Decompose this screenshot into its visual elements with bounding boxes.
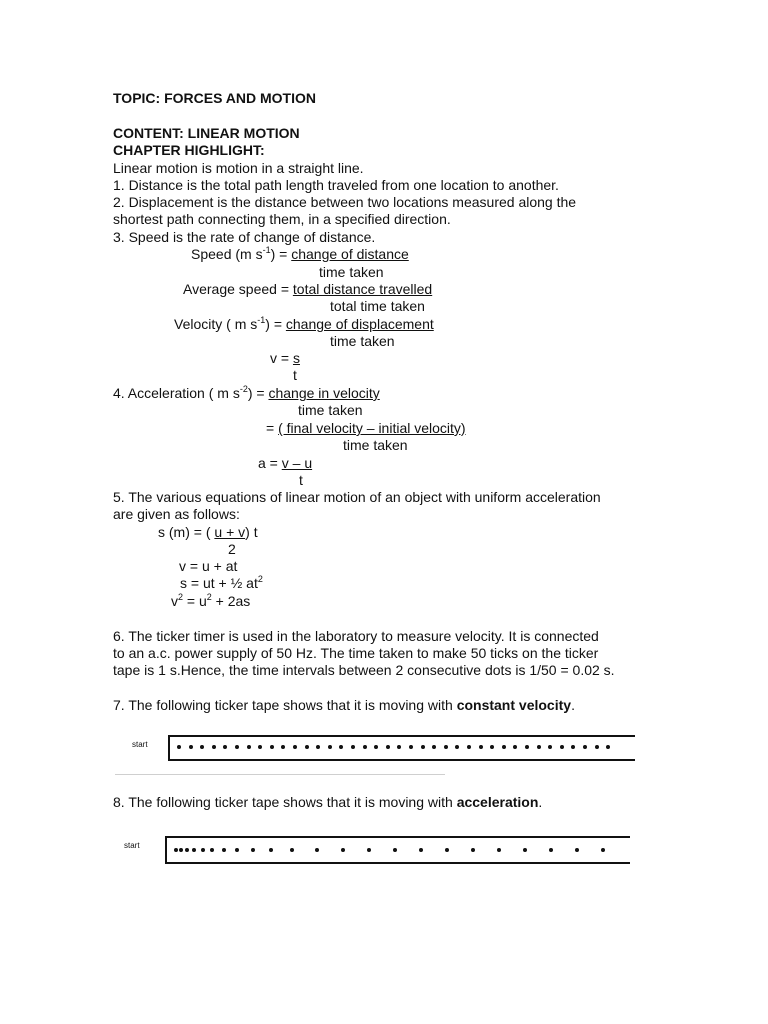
tape-2-dot	[575, 848, 579, 852]
speed-formula	[191, 246, 409, 263]
tape-1-dot	[270, 745, 274, 749]
tape-2-bottom-edge	[165, 862, 630, 864]
speed-numerator: change of distance	[291, 246, 409, 262]
average-speed-denominator: total time taken	[330, 298, 425, 314]
intro-text: Linear motion is motion in a straight line.	[113, 160, 364, 176]
tape-1-dot	[177, 745, 181, 749]
tape-1-dot	[316, 745, 320, 749]
tape-1-dot	[409, 745, 413, 749]
point-8-text: 8. The following ticker tape shows that it is moving with	[113, 794, 457, 810]
tape-1-dot	[421, 745, 425, 749]
tape-1-dot	[606, 745, 610, 749]
point-6-line-3: tape is 1 s.Hence, the time intervals between 2 consecutive dots is 1/50 = 0.02 s.	[113, 662, 615, 678]
tape-2-dot	[185, 848, 189, 852]
velocity-numerator: change of displacement	[285, 316, 434, 332]
a-equals-formula	[258, 455, 312, 472]
a-denominator: t	[299, 472, 303, 488]
tape-1-dot	[363, 745, 367, 749]
tape-2-start-label: start	[124, 841, 140, 850]
tape-2-dot	[497, 848, 501, 852]
point-7-text: 7. The following ticker tape shows that it is moving with	[113, 697, 457, 713]
tape-2-dot	[393, 848, 397, 852]
point-3: 3. Speed is the rate of change of distance.	[113, 229, 376, 245]
eq-v2-exp1: 2	[178, 592, 184, 602]
v-equals-s-over-t	[270, 350, 300, 367]
tape-1-dot	[560, 745, 564, 749]
eq-v2-a: v	[171, 593, 178, 609]
tape-2-dot	[210, 848, 214, 852]
tape-1-start-label: start	[132, 740, 148, 749]
velocity-equals: ) =	[265, 316, 286, 332]
speed-lhs: Speed (m s	[191, 246, 263, 262]
acceleration-exponent: -2	[239, 384, 248, 394]
point-6-line-1: 6. The ticker timer is used in the laboratory to measure velocity. It is connected	[113, 628, 599, 644]
equation-v-u-at: v = u + at	[179, 558, 238, 574]
tape-2-dot	[235, 848, 239, 852]
equation-s-average	[158, 524, 258, 541]
topic-heading: TOPIC: FORCES AND MOTION	[113, 90, 316, 106]
tape-1-dot	[200, 745, 204, 749]
tape-1-start-edge	[168, 735, 170, 761]
tape-1-dot	[189, 745, 193, 749]
point-7	[113, 697, 575, 714]
tape-1-dot	[467, 745, 471, 749]
eq-s-denominator: 2	[228, 541, 236, 557]
tape-1-dot	[432, 745, 436, 749]
point-2-line-2: shortest path connecting them, in a specified direction.	[113, 211, 451, 227]
eq-v2-b: = u	[183, 593, 207, 609]
v-numerator: s	[292, 350, 300, 366]
speed-denominator: time taken	[319, 264, 384, 280]
velocity-formula	[174, 316, 434, 333]
tape-2-dot	[445, 848, 449, 852]
tape-2-dot	[179, 848, 183, 852]
tape-1-dot	[525, 745, 529, 749]
tape-1-dot	[305, 745, 309, 749]
tape-2-dot	[549, 848, 553, 852]
ticker-tape-acceleration	[120, 832, 630, 872]
tape-1-dot	[247, 745, 251, 749]
tape-2-dot	[419, 848, 423, 852]
tape-1-dot	[351, 745, 355, 749]
acceleration-formula-2	[266, 420, 466, 437]
tape-1-dot	[386, 745, 390, 749]
tape-1-top-edge	[168, 735, 635, 737]
content-heading: CONTENT: LINEAR MOTION	[113, 125, 300, 141]
equation-s-ut	[180, 575, 263, 592]
equation-v-squared	[171, 593, 250, 610]
tape-1-dot	[571, 745, 575, 749]
tape-2-dot	[192, 848, 196, 852]
eq-s-numerator: u + v	[214, 524, 246, 540]
acceleration-equals: ) =	[247, 385, 269, 401]
average-speed-numerator: total distance travelled	[292, 281, 433, 297]
point-8-period: .	[538, 794, 543, 810]
tape-1-dot	[339, 745, 343, 749]
speed-exponent: -1	[262, 245, 271, 255]
tape-1-dot	[479, 745, 483, 749]
ticker-tape-constant-velocity	[115, 730, 635, 770]
velocity-lhs: Velocity ( m s	[174, 316, 258, 332]
eq-v2-exp2: 2	[206, 592, 212, 602]
tape-2-dot	[251, 848, 255, 852]
eq-s2-exponent: 2	[257, 574, 263, 584]
chapter-highlight-heading: CHAPTER HIGHLIGHT:	[113, 142, 265, 158]
v-denominator: t	[293, 367, 297, 383]
average-speed-lhs: Average speed =	[183, 281, 293, 297]
acceleration-2-denominator: time taken	[343, 437, 408, 453]
tape-2-dot	[601, 848, 605, 852]
point-2-line-1: 2. Displacement is the distance between two locations measured along the	[113, 194, 577, 210]
acceleration-numerator: change in velocity	[268, 385, 380, 401]
point-7-bold: constant velocity	[456, 697, 572, 713]
eq-s-lhs: s (m) = (	[158, 524, 215, 540]
point-1: 1. Distance is the total path length traveled from one location to another.	[113, 177, 559, 193]
acceleration-2-numerator: ( final velocity – initial velocity)	[278, 420, 466, 436]
a-numerator: v – u	[281, 455, 313, 471]
eq-v2-c: + 2as	[211, 593, 251, 609]
tape-1-dot	[281, 745, 285, 749]
point-8	[113, 794, 542, 811]
acceleration-2-lhs: =	[266, 420, 279, 436]
point-7-period: .	[571, 697, 575, 713]
average-speed-formula	[183, 281, 432, 298]
tape-2-dot	[290, 848, 294, 852]
tape-2-start-edge	[165, 836, 167, 864]
tape-2-dot	[174, 848, 178, 852]
point-4-acceleration	[113, 385, 380, 402]
tape-2-dot	[222, 848, 226, 852]
tape-1-faint-line	[115, 774, 445, 775]
tape-2-dot	[269, 848, 273, 852]
tape-2-dot	[523, 848, 527, 852]
tape-1-dot	[258, 745, 262, 749]
tape-2-dot	[315, 848, 319, 852]
velocity-exponent: -1	[257, 315, 266, 325]
tape-2-dot	[471, 848, 475, 852]
acceleration-denominator: time taken	[298, 402, 363, 418]
tape-1-dot	[490, 745, 494, 749]
tape-2-top-edge	[165, 836, 630, 838]
tape-1-dot	[513, 745, 517, 749]
tape-1-dot	[397, 745, 401, 749]
tape-1-bottom-edge	[168, 759, 635, 761]
a-lhs: a =	[258, 455, 282, 471]
point-5-line-2: are given as follows:	[113, 506, 240, 522]
velocity-denominator: time taken	[330, 333, 395, 349]
eq-s2-body: s = ut + ½ at	[180, 575, 258, 591]
tape-1-dot	[455, 745, 459, 749]
point-6-line-2: to an a.c. power supply of 50 Hz. The time taken to make 50 ticks on the ticker	[113, 645, 599, 661]
eq-s-post: ) t	[245, 524, 258, 540]
point-8-bold: acceleration	[456, 794, 539, 810]
tape-1-dot	[444, 745, 448, 749]
tape-1-dot	[374, 745, 378, 749]
point-5-line-1: 5. The various equations of linear motion of an object with uniform acceleration	[113, 489, 601, 505]
tape-1-dot	[583, 745, 587, 749]
tape-1-dot	[223, 745, 227, 749]
tape-2-dot	[201, 848, 205, 852]
acceleration-lhs: 4. Acceleration ( m s	[113, 385, 240, 401]
tape-2-dot	[341, 848, 345, 852]
tape-1-dot	[235, 745, 239, 749]
tape-1-dot	[502, 745, 506, 749]
tape-1-dot	[548, 745, 552, 749]
tape-1-dot	[595, 745, 599, 749]
tape-1-dot	[537, 745, 541, 749]
speed-equals: ) =	[270, 246, 292, 262]
tape-1-dot	[293, 745, 297, 749]
v-lhs: v =	[270, 350, 293, 366]
tape-2-dot	[367, 848, 371, 852]
tape-1-dot	[328, 745, 332, 749]
tape-1-dot	[212, 745, 216, 749]
